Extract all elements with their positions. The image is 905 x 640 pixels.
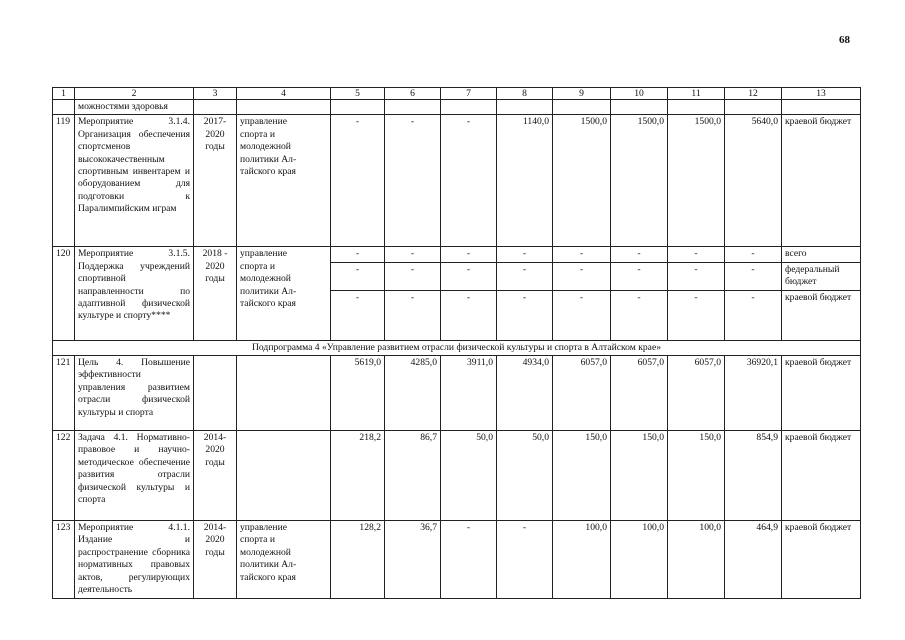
budget-value: 36920,1	[725, 356, 782, 431]
header-cell: 9	[553, 88, 611, 100]
budget-value: 218,2	[331, 431, 385, 521]
budget-value: 854,9	[725, 431, 782, 521]
budget-value: 100,0	[611, 521, 668, 599]
budget-table	[52, 87, 861, 599]
empty-cell	[553, 100, 611, 115]
subprogram-row	[53, 340, 861, 355]
row-number: 122	[53, 431, 75, 521]
table-row	[53, 356, 861, 431]
empty-cell	[725, 100, 782, 115]
executor: управление спорта и молодежной политики Ал- тайского края	[237, 521, 331, 599]
budget-value: -	[725, 262, 782, 290]
funding-source: краевой бюджет	[782, 290, 861, 340]
empty-cell	[194, 100, 237, 115]
budget-value: -	[668, 247, 725, 262]
budget-value: -	[497, 247, 553, 262]
empty-cell	[611, 100, 668, 115]
budget-value: 150,0	[668, 431, 725, 521]
header-cell: 13	[782, 88, 861, 100]
budget-value: 36,7	[385, 521, 441, 599]
table-row	[53, 521, 861, 599]
period-years: 2014- 2020 годы	[194, 431, 237, 521]
budget-value: 1500,0	[611, 115, 668, 247]
budget-value: -	[441, 247, 497, 262]
header-cell: 12	[725, 88, 782, 100]
measure-name: Мероприятие 3.1.4. Организация обеспечения спортсменов высококачественным спортивным инвентарем и оборудованием для подготовки к Паралимпийским играм	[75, 115, 194, 247]
funding-source: краевой бюджет	[782, 431, 861, 521]
budget-value: -	[331, 290, 385, 340]
budget-value: -	[385, 262, 441, 290]
budget-value: -	[441, 115, 497, 247]
empty-cell	[668, 100, 725, 115]
header-cell: 2	[75, 88, 194, 100]
budget-value: 150,0	[611, 431, 668, 521]
executor	[237, 431, 331, 521]
budget-value: 1500,0	[553, 115, 611, 247]
budget-value: 128,2	[331, 521, 385, 599]
empty-cell	[237, 100, 331, 115]
row-number: 123	[53, 521, 75, 599]
budget-value: 100,0	[668, 521, 725, 599]
budget-value: 150,0	[553, 431, 611, 521]
budget-value: 1140,0	[497, 115, 553, 247]
header-cell: 7	[441, 88, 497, 100]
budget-value: -	[725, 290, 782, 340]
funding-source: краевой бюджет	[782, 356, 861, 431]
table-row	[53, 247, 861, 262]
funding-source: краевой бюджет	[782, 115, 861, 247]
header-cell: 8	[497, 88, 553, 100]
header-cell: 6	[385, 88, 441, 100]
executor	[237, 356, 331, 431]
row-number: 121	[53, 356, 75, 431]
budget-value: -	[497, 262, 553, 290]
budget-value: 6057,0	[553, 356, 611, 431]
table-row	[53, 431, 861, 521]
page-number: 68	[839, 34, 850, 46]
budget-value: 1500,0	[668, 115, 725, 247]
budget-value: -	[553, 290, 611, 340]
measure-name: Мероприятие 4.1.1. Издание и распространение сборника нормативных правовых актов, регулирующих деятельность	[75, 521, 194, 599]
header-cell: 10	[611, 88, 668, 100]
budget-value: -	[611, 262, 668, 290]
budget-value: 50,0	[497, 431, 553, 521]
budget-value: -	[553, 247, 611, 262]
header-cell: 5	[331, 88, 385, 100]
budget-value: -	[385, 115, 441, 247]
executor: управление спорта и молодежной политики Ал- тайского края	[237, 115, 331, 247]
header-cell: 11	[668, 88, 725, 100]
row-number: 120	[53, 247, 75, 340]
measure-name: Задача 4.1. Нормативно-правовое и научно-методическое обеспечение развития отрасли физической культуры и спорта	[75, 431, 194, 521]
budget-value: 6057,0	[668, 356, 725, 431]
budget-value: 5619,0	[331, 356, 385, 431]
header-cell: 4	[237, 88, 331, 100]
measure-name: Мероприятие 3.1.5. Поддержка учреждений спортивной направленности по адаптивной физической культуре и спорту****	[75, 247, 194, 340]
budget-value: -	[668, 262, 725, 290]
executor: управление спорта и молодежной политики Ал- тайского края	[237, 247, 331, 340]
continuation-num-cell	[53, 100, 75, 115]
header-row	[53, 88, 861, 100]
budget-value: -	[385, 247, 441, 262]
budget-value: -	[725, 247, 782, 262]
budget-value: -	[553, 262, 611, 290]
empty-cell	[497, 100, 553, 115]
measure-name: Цель 4. Повышение эффективности управления развитием отрасли физической культуры и спорта	[75, 356, 194, 431]
budget-value: -	[441, 521, 497, 599]
budget-value: -	[497, 290, 553, 340]
funding-source: всего	[782, 247, 861, 262]
budget-value: -	[441, 262, 497, 290]
empty-cell	[782, 100, 861, 115]
empty-cell	[441, 100, 497, 115]
continuation-text: можностями здоровья	[75, 100, 194, 115]
budget-value: -	[331, 262, 385, 290]
funding-source: федеральный бюджет	[782, 262, 861, 290]
period-years: 2014- 2020 годы	[194, 521, 237, 599]
row-number: 119	[53, 115, 75, 247]
budget-value: 86,7	[385, 431, 441, 521]
continuation-row	[53, 100, 861, 115]
budget-value: -	[611, 290, 668, 340]
budget-value: -	[611, 247, 668, 262]
header-cell: 1	[53, 88, 75, 100]
budget-value: -	[331, 247, 385, 262]
budget-value: 5640,0	[725, 115, 782, 247]
budget-value: 3911,0	[441, 356, 497, 431]
budget-value: 464,9	[725, 521, 782, 599]
period-years: 2018 - 2020 годы	[194, 247, 237, 340]
budget-value: -	[441, 290, 497, 340]
budget-value: 4285,0	[385, 356, 441, 431]
budget-value: -	[385, 290, 441, 340]
period-years	[194, 356, 237, 431]
budget-value: -	[497, 521, 553, 599]
empty-cell	[385, 100, 441, 115]
budget-value: 100,0	[553, 521, 611, 599]
budget-value: 50,0	[441, 431, 497, 521]
empty-cell	[331, 100, 385, 115]
period-years: 2017- 2020 годы	[194, 115, 237, 247]
budget-value: 4934,0	[497, 356, 553, 431]
budget-value: -	[331, 115, 385, 247]
funding-source: краевой бюджет	[782, 521, 861, 599]
header-cell: 3	[194, 88, 237, 100]
subprogram-title: Подпрограмма 4 «Управление развитием отрасли физической культуры и спорта в Алтайском крае»	[53, 340, 861, 355]
budget-value: -	[668, 290, 725, 340]
budget-value: 6057,0	[611, 356, 668, 431]
table-row	[53, 115, 861, 247]
